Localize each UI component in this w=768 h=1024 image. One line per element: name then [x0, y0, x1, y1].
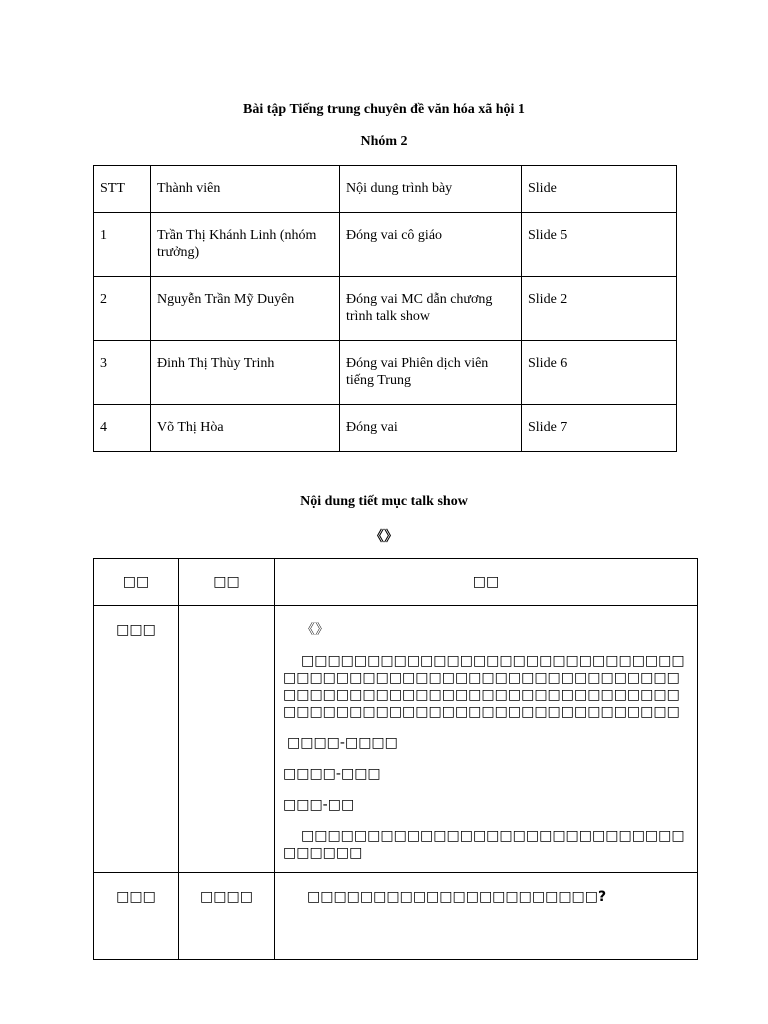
script-line: □□□□□□□□□□□□□□□□□□□□□□? [307, 889, 607, 905]
table-cell: 2 [94, 277, 151, 341]
role-cell: □□□ [94, 873, 179, 960]
table-cell: Slide 2 [522, 277, 677, 341]
column-header: Slide [522, 166, 677, 213]
table-cell: Đóng vai cô giáo [340, 213, 522, 277]
table-row [94, 405, 677, 452]
table-cell: Đóng vai MC dẫn chương trình talk show [340, 277, 522, 341]
table-row [94, 277, 677, 341]
script-line: 《》 [301, 622, 329, 638]
column-header: Nội dung trình bày [340, 166, 522, 213]
script-line: □□□□□□□□□□□□□□□□□□□□□□□□□□□□□□□□□□□ [283, 828, 685, 861]
role-cell: □□□ [94, 606, 179, 873]
table-cell: Đóng vai [340, 405, 522, 452]
table-row [94, 873, 698, 960]
table-cell: Đinh Thị Thùy Trinh [151, 341, 340, 405]
script-content-cell [275, 873, 698, 960]
speaker-cell [179, 606, 275, 873]
script-line: □□□-□□ [283, 797, 355, 813]
table-row [94, 606, 698, 873]
section-subtitle: 《》 [370, 530, 398, 545]
members-table [93, 165, 677, 452]
table-cell: Slide 7 [522, 405, 677, 452]
table-cell: 3 [94, 341, 151, 405]
table-row [94, 213, 677, 277]
group-label: Nhóm 2 [360, 134, 408, 149]
table-header-row [94, 166, 677, 213]
column-header: STT [94, 166, 151, 213]
column-header: □□ [94, 559, 179, 606]
table-cell: Slide 5 [522, 213, 677, 277]
script-line: □□□□-□□□□ [287, 735, 398, 751]
table-cell: Võ Thị Hòa [151, 405, 340, 452]
script-content-cell [275, 606, 698, 873]
table-cell: Nguyễn Trần Mỹ Duyên [151, 277, 340, 341]
column-header: Thành viên [151, 166, 340, 213]
table-row [94, 341, 677, 405]
script-paragraph: □□□□□□□□□□□□□□□□□□□□□□□□□□□□□□□□□□□□□□□□□□□□□□□□□□□□□□□□□□□□□□□□□□□□□□□□□□□□□□□□□□□□□□□□□□□□□□□□□□□□□□□□□□□□□□□□□□□□□□□ [283, 653, 685, 720]
column-header: □□ [179, 559, 275, 606]
document-title: Bài tập Tiếng trung chuyên đề văn hóa xã hội 1 [243, 102, 525, 117]
script-table [93, 558, 698, 960]
column-header: □□ [275, 559, 698, 606]
table-cell: Slide 6 [522, 341, 677, 405]
table-cell: 1 [94, 213, 151, 277]
script-line: □□□□-□□□ [283, 766, 381, 782]
table-cell: Trần Thị Khánh Linh (nhóm trưởng) [151, 213, 340, 277]
section-title: Nội dung tiết mục talk show [300, 494, 468, 509]
table-cell: Đóng vai Phiên dịch viên tiếng Trung [340, 341, 522, 405]
table-header-row [94, 559, 698, 606]
speaker-cell: □□□□ [179, 873, 275, 960]
table-cell: 4 [94, 405, 151, 452]
